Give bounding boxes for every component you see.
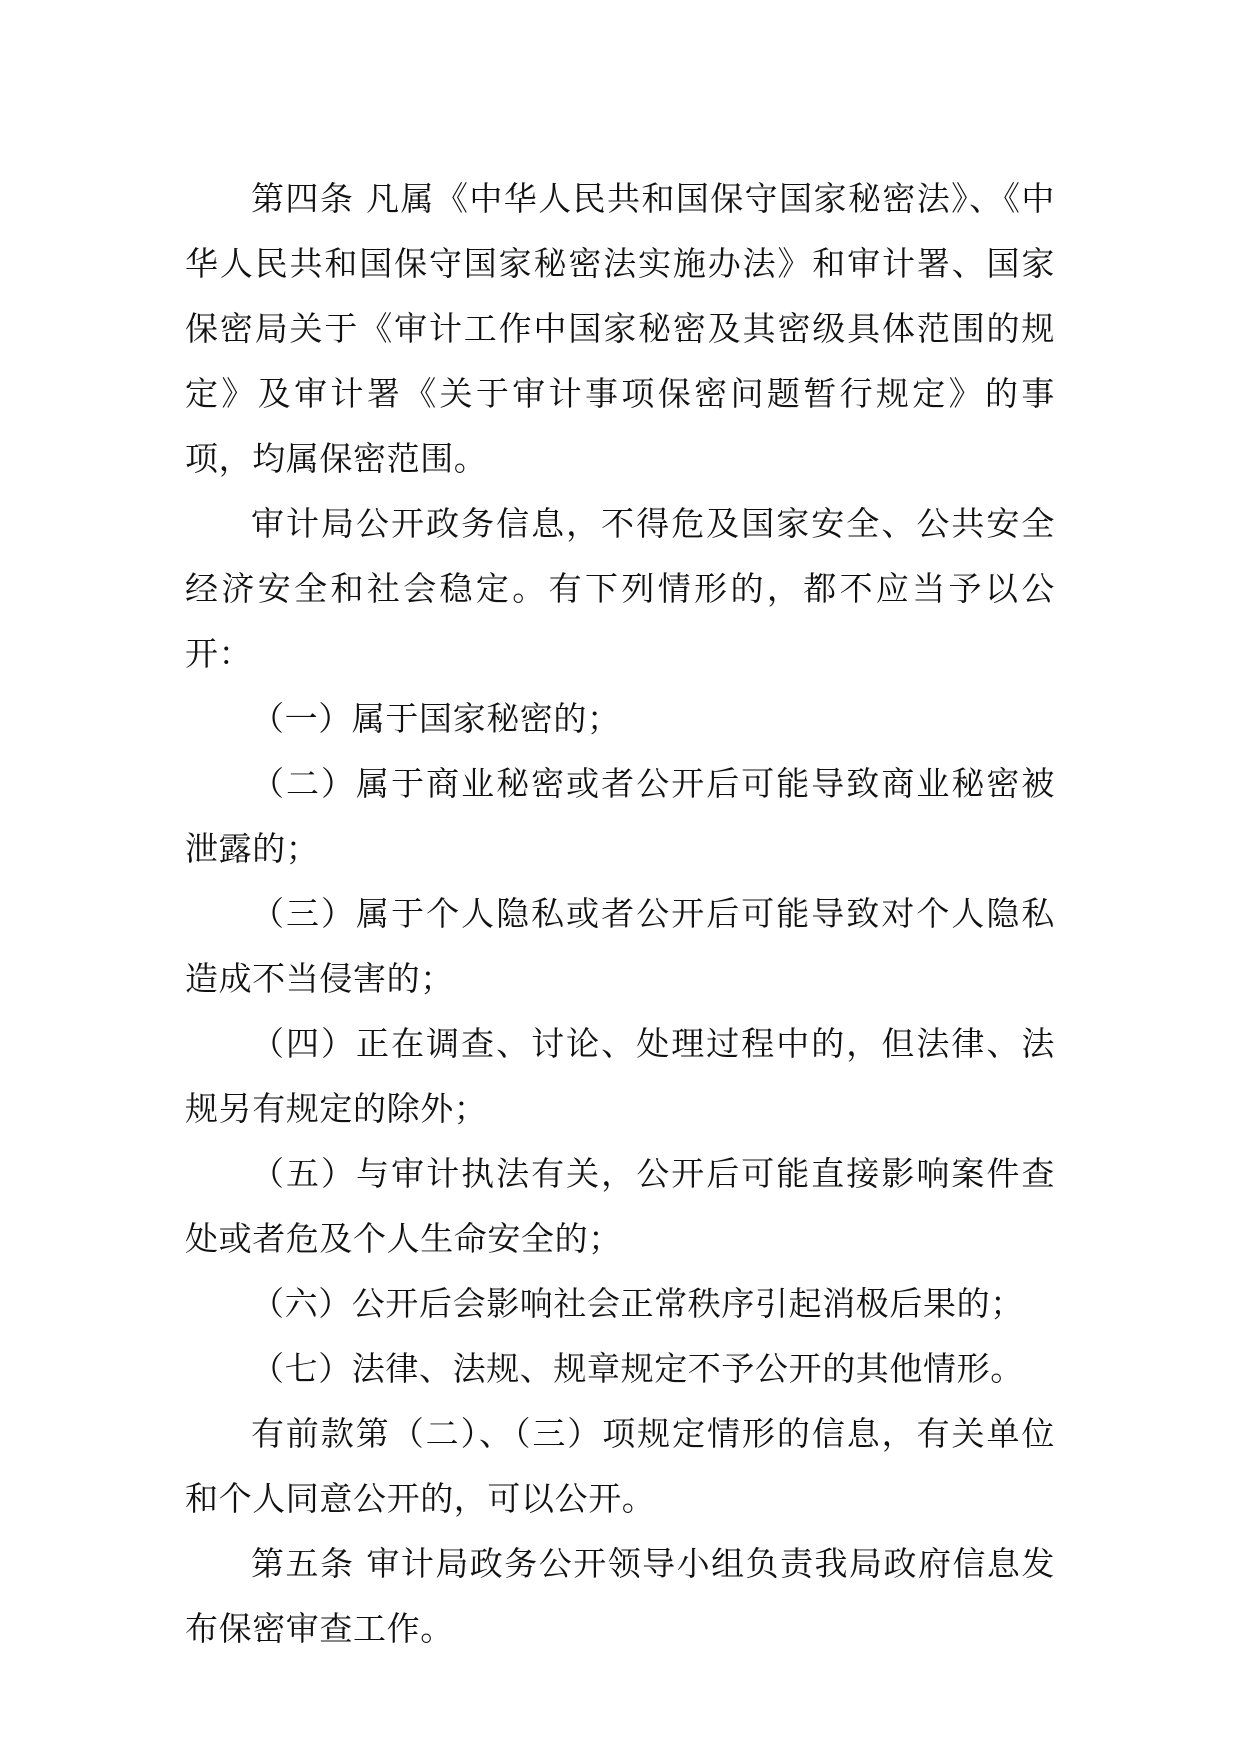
list-item-3: （三）属于个人隐私或者公开后可能导致对个人隐私造成不当侵害的； <box>185 894 1055 998</box>
list-item-1: （一）属于国家秘密的； <box>251 699 621 738</box>
list-item-6: （六）公开后会影响社会正常秩序引起消极后果的； <box>251 1284 1024 1323</box>
exception-paragraph: 有前款第（二）、（三）项规定情形的信息，有关单位和个人同意公开的，可以公开。 <box>185 1414 1055 1518</box>
article-5-paragraph: 第五条 审计局政务公开领导小组负责我局政府信息发布保密审查工作。 <box>185 1544 1055 1648</box>
list-item-4: （四）正在调查、讨论、处理过程中的，但法律、法规另有规定的除外； <box>185 1024 1055 1128</box>
list-item-5: （五）与审计执法有关，公开后可能直接影响案件查处或者危及个人生命安全的； <box>185 1154 1055 1258</box>
list-item-2: （二）属于商业秘密或者公开后可能导致商业秘密被泄露的； <box>185 764 1055 868</box>
article-4-paragraph: 第四条 凡属《中华人民共和国保守国家秘密法》、《中华人民共和国保守国家秘密法实施办法》和审计署、国家保密局关于《审计工作中国家秘密及其密级具体范围的规定》及审计署《关于审计事项保密问题暂行规定》的事项，均属保密范围。 <box>185 179 1055 478</box>
disclosure-restriction-paragraph: 审计局公开政务信息，不得危及国家安全、公共安全经济安全和社会稳定。有下列情形的，都不应当予以公开： <box>185 504 1055 673</box>
document-body <box>185 166 1055 1661</box>
list-item-7: （七）法律、法规、规章规定不予公开的其他情形。 <box>251 1349 1024 1388</box>
